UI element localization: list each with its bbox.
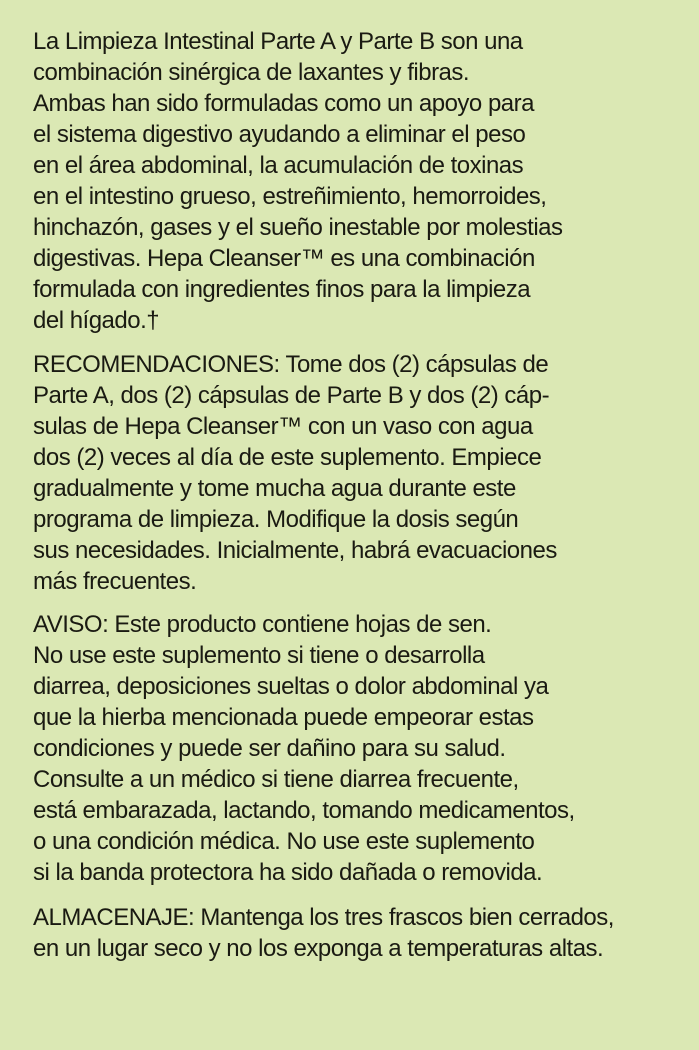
storage-text: Mantenga los tres frascos bien cerrados, en un lugar seco y no los exponga a temperaturas altas. (33, 904, 614, 962)
storage-heading: ALMACENAJE: (33, 904, 195, 931)
storage-paragraph (33, 902, 669, 964)
warning-text: Este producto contiene hojas de sen. No use este suplemento si tiene o desarrolla diarrea, deposiciones sueltas o dolor abdominal ya que la hierba mencionada puede empeorar estas condiciones y puede ser dañino para su salud. Consulte a un médico si tiene diarrea frecuente, está embarazada, lactando, tomando medicamentos, o una condición médica. No use este suplemento si la banda protectora ha sido dañada o removida. (33, 611, 575, 886)
intro-text: La Limpieza Intestinal Parte A y Parte B son una combinación sinérgica de laxantes y fibras. Ambas han sido formuladas como un apoyo para el sistema digestivo ayudando a eliminar el peso en el área abdominal, la acumulación de toxinas en el intestino grueso, estreñimiento, hemorroides, hinchazón, gases y el sueño inestable por molestias digestivas. Hepa Cleanser™ es una combinación formulada con ingredientes finos para la limpieza del hígado.† (33, 28, 563, 334)
recommendations-paragraph (33, 349, 669, 597)
recommendations-text: Tome dos (2) cápsulas de Parte A, dos (2) cápsulas de Parte B y dos (2) cáp- sulas de Hepa Cleanser™ con un vaso con agua dos (2) veces al día de este suplemento. Empiece gradualmente y tome mucha agua durante este programa de limpieza. Modifique la dosis según sus necesidades. Inicialmente, habrá evacuaciones más frecuentes. (33, 351, 557, 595)
intro-paragraph (33, 26, 669, 336)
warning-heading: AVISO: (33, 611, 109, 638)
warning-paragraph (33, 609, 669, 888)
recommendations-heading: RECOMENDACIONES: (33, 351, 280, 378)
